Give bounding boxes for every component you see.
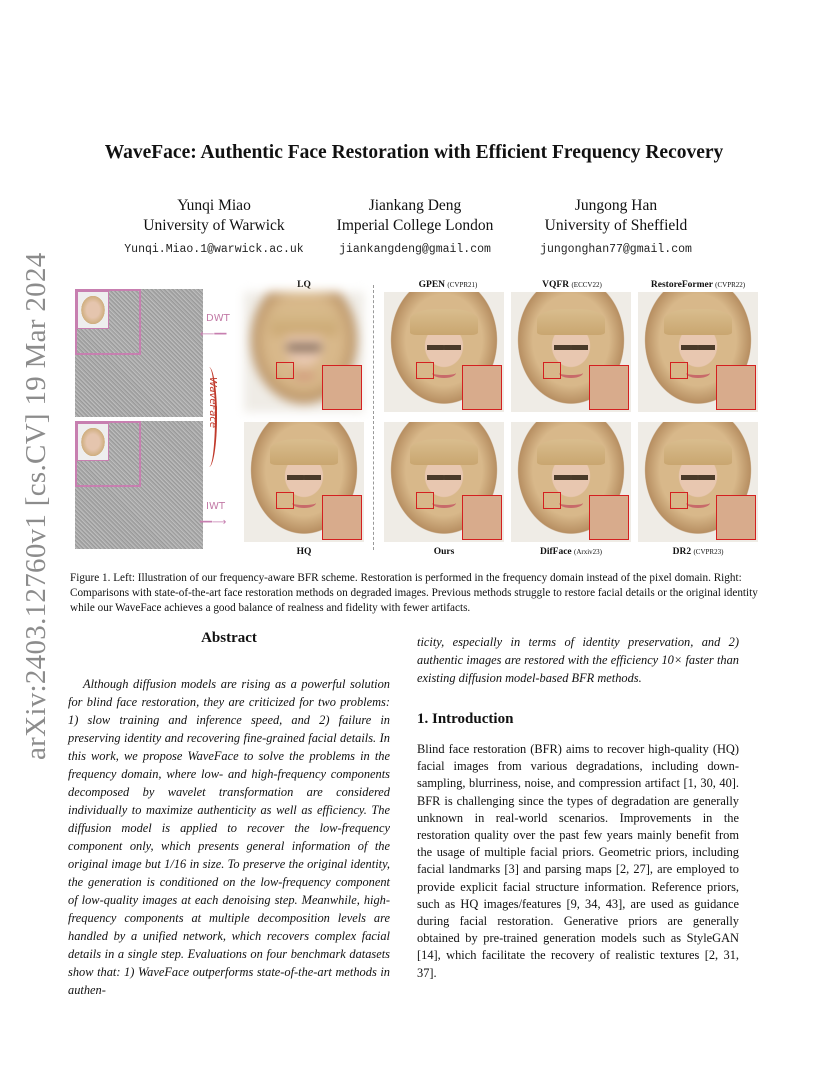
label-vqfr: VQFR (ECCV22) [542, 280, 602, 290]
label-gpen: GPEN (CVPR21) [418, 280, 478, 290]
face-difface [511, 422, 631, 542]
author-name: Yunqi Miao [177, 197, 251, 214]
abstract-text: Although diffusion models are rising as a powerful solution for blind face restoration, they are criticized for two problems: 1) slow training and inference speed, and 2) failure in preserving identity and recovering fine-grained facial details. In this work, we propose WaveFace to solve the problems in the frequency domain, where low- and high-frequency components decomposed by wavelet transformation are considered individually to maximize authenticity as well as efficiency. The diffusion model is applied to recover the low-frequency component only, which presents general information of the original image but 1/16 in size. To preserve the original identity, the generation is conditioned on the low-frequency component of low-quality images at each denoising step. Meanwhile, high-frequency components at multiple decomposition levels are handled by a unified network, which recovers complex facial details in a single step. Evaluations on four benchmark datasets show that: 1) WaveFace outperforms state-of-the-art methods in authen- [68, 677, 390, 997]
author-name: Jiankang Deng [368, 197, 462, 214]
label-lq: LQ [297, 280, 311, 290]
label-ours: Ours [433, 547, 455, 557]
waveface-arrow-label: WaveFace [207, 377, 218, 429]
abstract-heading: Abstract [201, 630, 257, 646]
paper-title: WaveFace: Authentic Face Restoration with Efficient Frequency Recovery [104, 142, 724, 163]
face-vqfr [511, 292, 631, 412]
author-2 [305, 196, 525, 260]
wavelet-panel-lq [75, 289, 203, 417]
face-dr2 [638, 422, 758, 542]
intro-heading: 1. Introduction [417, 711, 514, 727]
label-difface: DifFace (Arxiv23) [539, 547, 603, 557]
divider-dashed [373, 285, 374, 550]
label-restoreformer: RestoreFormer (CVPR22) [650, 280, 746, 290]
author-email: jungonghan77@gmail.com [540, 243, 692, 256]
face-restoreformer [638, 292, 758, 412]
author-affiliation: University of Warwick [143, 217, 285, 234]
iwt-arrow: ━━⟶ [200, 517, 227, 528]
wavelet-panel-hq [75, 421, 203, 549]
abstract-continued: ticity, especially in terms of identity preservation, and 2) authentic images are restored with the efficiency 10× faster than existing diffusion model-based BFR methods. [417, 635, 739, 685]
author-email: jiankangdeng@gmail.com [339, 243, 491, 256]
figure-caption: Figure 1. Left: Illustration of our frequency-aware BFR scheme. Restoration is performed in the frequency domain instead of the pixel domain. Right: Comparisons with state-of-the-art face restoration methods on degraded images. Previous methods struggle to restore facial details or the original identity while our WaveFace achieves a good balance of realness and fidelity with fewer artifacts. [70, 572, 758, 614]
author-affiliation: Imperial College London [336, 217, 494, 234]
label-dr2: DR2 (CVPR23) [672, 547, 724, 557]
author-name: Jungong Han [574, 197, 658, 214]
dwt-arrow: ⟵━━ [200, 329, 227, 340]
iwt-label: IWT [206, 501, 225, 512]
dwt-label: DWT [206, 313, 230, 324]
waveface-arrow [201, 367, 217, 467]
author-email: Yunqi.Miao.1@warwick.ac.uk [124, 243, 304, 256]
face-hq [244, 422, 364, 542]
label-hq: HQ [296, 547, 312, 557]
figure-1 [70, 275, 760, 560]
author-1 [104, 196, 324, 260]
author-3 [506, 196, 726, 260]
author-affiliation: University of Sheffield [544, 217, 688, 234]
arxiv-id: arXiv:2403.12760v1 [cs.CV] 19 Mar 2024 [20, 252, 52, 760]
face-gpen [384, 292, 504, 412]
face-ours [384, 422, 504, 542]
intro-text: Blind face restoration (BFR) aims to recover high-quality (HQ) facial images from various degradations, including down-sampling, blurriness, noise, and compression artifact [1, 30, 40]. BFR is challenging since the types of degradation are generally unknown in real-world scenarios. Improvements in the restoration quality over the past few years mainly benefit from the usage of multiple facial priors. Geometric priors, including facial landmarks [3] and parsing maps [2, 27], are employed to provide explicit facial structure information. Reference priors, such as HQ images/features [9, 34, 43], are used as guidance during facial restoration. Generative priors are generally obtained by pre-trained generation models such as StyleGAN [14], which facilitate the recovery of realistic textures [2, 31, 37]. [417, 742, 739, 980]
